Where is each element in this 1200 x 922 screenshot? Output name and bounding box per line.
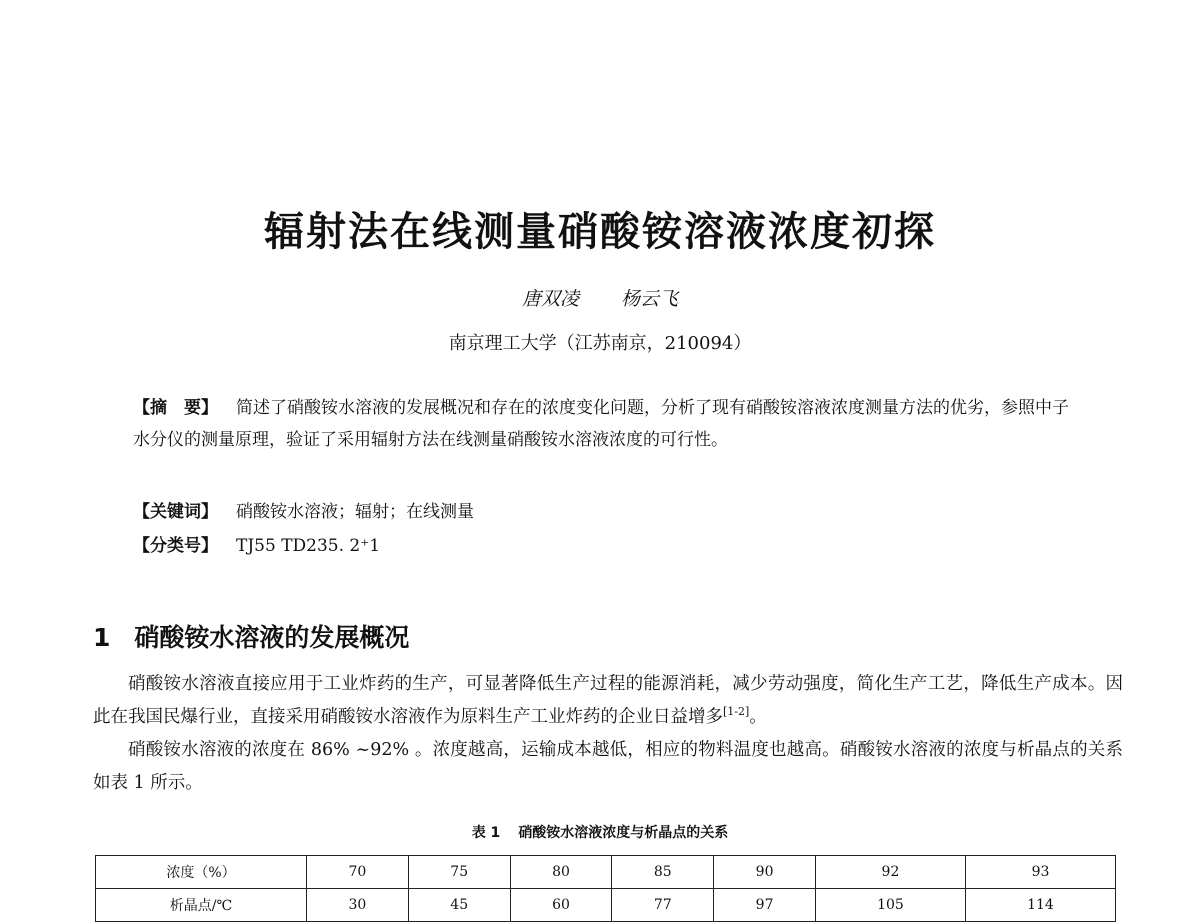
classification-label: 【分类号】	[133, 536, 218, 556]
table-cell: 85	[612, 856, 714, 889]
paragraph-end: 。	[749, 707, 767, 727]
table-cell: 45	[408, 889, 510, 922]
classification-text: TJ55 TD235. 2⁺1	[236, 536, 381, 556]
section-number: 1	[93, 623, 111, 652]
author-name: 唐双凌	[521, 288, 579, 310]
table-cell: 93	[965, 856, 1115, 889]
table-cell: 30	[307, 889, 409, 922]
table-cell: 114	[965, 889, 1115, 922]
section-title: 硝酸铵水溶液的发展概况	[134, 623, 410, 652]
table-cell: 70	[307, 856, 409, 889]
table-cell: 77	[612, 889, 714, 922]
abstract-text: 简述了硝酸铵水溶液的发展概况和存在的浓度变化问题，分析了现有硝酸铵溶液浓度测量方法的优劣，参照中子水分仪的测量原理，验证了采用辐射方法在线测量硝酸铵水溶液浓度的可行性。	[133, 398, 1069, 450]
table-caption-text: 硝酸铵水溶液浓度与析晶点的关系	[518, 825, 729, 841]
table-caption	[0, 822, 1200, 842]
keywords	[133, 496, 1083, 528]
table-cell: 75	[408, 856, 510, 889]
abstract-label: 【摘 要】	[133, 398, 218, 418]
author-name: 杨云飞	[621, 288, 679, 310]
keywords-label: 【关键词】	[133, 502, 218, 522]
keywords-text: 硝酸铵水溶液；辐射；在线测量	[236, 502, 474, 522]
row-header: 浓度（%）	[96, 856, 307, 889]
table-row	[96, 889, 1116, 922]
body-paragraph: 硝酸铵水溶液的浓度在 86% ~92% 。浓度越高，运输成本越低，相应的物料温度也越高。硝酸铵水溶液的浓度与析晶点的关系如表 1 所示。	[93, 740, 1123, 793]
data-table	[95, 855, 1116, 922]
paragraph-text: 硝酸铵水溶液直接应用于工业炸药的生产，可显著降低生产过程的能源消耗，减少劳动强度，简化生产工艺，降低生产成本。因此在我国民爆行业，直接采用硝酸铵水溶液作为原料生产工业炸药的企业日益增多	[93, 674, 1123, 727]
classification-number	[133, 530, 1083, 562]
abstract	[133, 392, 1083, 456]
section-heading	[93, 618, 409, 654]
row-header: 析晶点/℃	[96, 889, 307, 922]
paper-title: 辐射法在线测量硝酸铵溶液浓度初探	[264, 209, 936, 255]
table-cell: 105	[815, 889, 965, 922]
table-cell: 60	[510, 889, 612, 922]
table-cell: 80	[510, 856, 612, 889]
affiliation: 南京理工大学（江苏南京，210094）	[448, 333, 752, 354]
author-list	[0, 284, 1200, 311]
body-paragraph	[93, 668, 1123, 734]
table-cell: 90	[714, 856, 816, 889]
table-cell: 97	[714, 889, 816, 922]
table-row	[96, 856, 1116, 889]
table-number: 表 1	[471, 825, 501, 841]
citation-ref: [1-2]	[723, 705, 750, 719]
table-cell: 92	[815, 856, 965, 889]
